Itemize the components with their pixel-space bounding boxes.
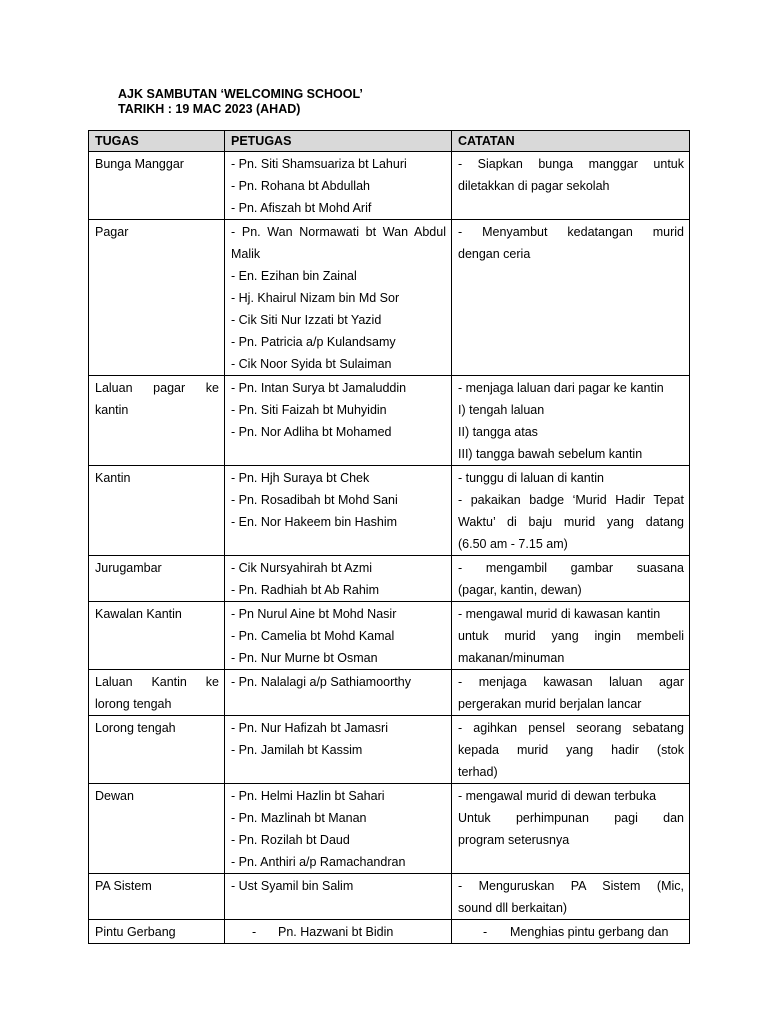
cell-line: Kawalan Kantin xyxy=(95,607,182,621)
cell-line: (pagar, kantin, dewan) xyxy=(458,583,582,597)
duty-table xyxy=(88,130,690,944)
cell-line: - agihkan pensel seorang sebatang xyxy=(458,721,684,735)
cell-line: dengan ceria xyxy=(458,247,531,261)
cell-catatan xyxy=(452,220,690,376)
cell-line: - Ust Syamil bin Salim xyxy=(231,879,354,893)
cell-line: - Menguruskan PA Sistem (Mic, xyxy=(458,879,684,893)
cell-line: - Pn. Siti Shamsuariza bt Lahuri xyxy=(231,157,407,171)
cell-line: - Pn. Helmi Hazlin bt Sahari xyxy=(231,789,385,803)
cell-line xyxy=(231,921,446,943)
table-row xyxy=(89,466,690,556)
cell-petugas xyxy=(225,920,452,944)
cell-line: - Pn. Nor Adliha bt Mohamed xyxy=(231,425,392,439)
cell-line: - menjaga kawasan laluan agar xyxy=(458,675,684,689)
table-row xyxy=(89,376,690,466)
cell-catatan xyxy=(452,670,690,716)
cell-tugas xyxy=(89,152,225,220)
cell-petugas xyxy=(225,874,452,920)
cell-petugas xyxy=(225,152,452,220)
table-row xyxy=(89,220,690,376)
cell-line: - mengawal murid di dewan terbuka xyxy=(458,789,657,803)
cell-line: lorong tengah xyxy=(95,697,172,711)
table-row xyxy=(89,556,690,602)
table-row xyxy=(89,602,690,670)
cell-line: program seterusnya xyxy=(458,833,570,847)
cell-line: - En. Nor Hakeem bin Hashim xyxy=(231,515,398,529)
cell-line: - Pn. Jamilah bt Kassim xyxy=(231,743,363,757)
cell-line: kepada murid yang hadir (stok xyxy=(458,743,684,757)
cell-line: Bunga Manggar xyxy=(95,157,184,171)
cell-tugas xyxy=(89,716,225,784)
cell-line: - Pn. Intan Surya bt Jamaluddin xyxy=(231,381,407,395)
cell-line: makanan/minuman xyxy=(458,651,565,665)
cell-line: Laluan pagar ke xyxy=(95,381,219,395)
cell-catatan xyxy=(452,466,690,556)
cell-line: - Pn. Nalalagi a/p Sathiamoorthy xyxy=(231,675,411,689)
cell-line: - Pn. Patricia a/p Kulandsamy xyxy=(231,335,396,349)
cell-petugas xyxy=(225,784,452,874)
cell-tugas xyxy=(89,784,225,874)
cell-catatan xyxy=(452,716,690,784)
cell-text: Menghias pintu gerbang dan xyxy=(510,925,669,939)
cell-line: - Pn Nurul Aine bt Mohd Nasir xyxy=(231,607,397,621)
cell-line: - Pn. Camelia bt Mohd Kamal xyxy=(231,629,395,643)
cell-line: - Cik Nursyahirah bt Azmi xyxy=(231,561,373,575)
cell-line: - Pn. Hjh Suraya bt Chek xyxy=(231,471,370,485)
cell-line: PA Sistem xyxy=(95,879,152,893)
cell-line: - Pn. Nur Hafizah bt Jamasri xyxy=(231,721,388,735)
cell-line: - Pn. Radhiah bt Ab Rahim xyxy=(231,583,379,597)
cell-line: Kantin xyxy=(95,471,131,485)
cell-line: - Pn. Anthiri a/p Ramachandran xyxy=(231,855,406,869)
cell-line: - Cik Noor Syida bt Sulaiman xyxy=(231,357,392,371)
cell-catatan xyxy=(452,874,690,920)
cell-line: - Pn. Wan Normawati bt Wan Abdul xyxy=(231,225,446,239)
cell-line: Waktu’ di baju murid yang datang xyxy=(458,515,684,529)
cell-petugas xyxy=(225,602,452,670)
cell-line xyxy=(458,921,684,943)
cell-line: - Pn. Siti Faizah bt Muhyidin xyxy=(231,403,387,417)
cell-line: Laluan Kantin ke xyxy=(95,675,219,689)
cell-line: diletakkan di pagar sekolah xyxy=(458,179,610,193)
table-row xyxy=(89,920,690,944)
cell-line: terhad) xyxy=(458,765,498,779)
column-header-tugas: TUGAS xyxy=(89,131,225,152)
cell-line: I) tengah laluan xyxy=(458,403,545,417)
column-header-petugas: PETUGAS xyxy=(225,131,452,152)
cell-line: Lorong tengah xyxy=(95,721,176,735)
cell-line: - pakaikan badge ‘Murid Hadir Tepat xyxy=(458,493,684,507)
cell-line: - Menyambut kedatangan murid xyxy=(458,225,684,239)
cell-line: (6.50 am - 7.15 am) xyxy=(458,537,568,551)
cell-line: - Pn. Mazlinah bt Manan xyxy=(231,811,367,825)
cell-line: II) tangga atas xyxy=(458,425,538,439)
title-line-1: AJK SAMBUTAN ‘WELCOMING SCHOOL’ xyxy=(118,87,363,101)
table-row xyxy=(89,716,690,784)
cell-line: sound dll berkaitan) xyxy=(458,901,568,915)
column-header-catatan: CATATAN xyxy=(452,131,690,152)
cell-petugas xyxy=(225,220,452,376)
cell-line: - Pn. Nur Murne bt Osman xyxy=(231,651,378,665)
cell-line: - Hj. Khairul Nizam bin Md Sor xyxy=(231,291,400,305)
table-row xyxy=(89,784,690,874)
cell-line: - En. Ezihan bin Zainal xyxy=(231,269,357,283)
cell-line: Pagar xyxy=(95,225,129,239)
cell-tugas xyxy=(89,670,225,716)
cell-tugas xyxy=(89,556,225,602)
cell-line: - tunggu di laluan di kantin xyxy=(458,471,604,485)
cell-line: - Pn. Rohana bt Abdullah xyxy=(231,179,370,193)
cell-catatan xyxy=(452,602,690,670)
cell-tugas xyxy=(89,376,225,466)
table-row xyxy=(89,152,690,220)
bullet-dash: - xyxy=(483,925,488,939)
cell-line: Jurugambar xyxy=(95,561,162,575)
cell-petugas xyxy=(225,376,452,466)
cell-catatan xyxy=(452,376,690,466)
bullet-dash: - xyxy=(252,925,257,939)
cell-line: untuk murid yang ingin membeli xyxy=(458,629,684,643)
cell-line: - Cik Siti Nur Izzati bt Yazid xyxy=(231,313,382,327)
document-title xyxy=(118,87,363,117)
cell-line: Malik xyxy=(231,247,261,261)
table-row xyxy=(89,670,690,716)
cell-tugas xyxy=(89,602,225,670)
cell-text: Pn. Hazwani bt Bidin xyxy=(278,925,394,939)
cell-catatan xyxy=(452,920,690,944)
cell-petugas xyxy=(225,716,452,784)
table-row xyxy=(89,874,690,920)
cell-catatan xyxy=(452,784,690,874)
cell-line: - menjaga laluan dari pagar ke kantin xyxy=(458,381,664,395)
cell-petugas xyxy=(225,670,452,716)
cell-tugas xyxy=(89,220,225,376)
title-line-2: TARIKH : 19 MAC 2023 (AHAD) xyxy=(118,102,301,116)
cell-line: - Pn. Afiszah bt Mohd Arif xyxy=(231,201,372,215)
cell-line: III) tangga bawah sebelum kantin xyxy=(458,447,643,461)
cell-catatan xyxy=(452,556,690,602)
cell-line: pergerakan murid berjalan lancar xyxy=(458,697,642,711)
cell-line: - Pn. Rosadibah bt Mohd Sani xyxy=(231,493,398,507)
cell-line: Dewan xyxy=(95,789,134,803)
cell-line: kantin xyxy=(95,403,129,417)
cell-line: Untuk perhimpunan pagi dan xyxy=(458,811,684,825)
cell-line: - mengawal murid di kawasan kantin xyxy=(458,607,661,621)
cell-catatan xyxy=(452,152,690,220)
cell-petugas xyxy=(225,556,452,602)
cell-line: - Pn. Rozilah bt Daud xyxy=(231,833,350,847)
cell-tugas xyxy=(89,466,225,556)
cell-line: - mengambil gambar suasana xyxy=(458,561,684,575)
cell-petugas xyxy=(225,466,452,556)
cell-tugas xyxy=(89,920,225,944)
cell-tugas xyxy=(89,874,225,920)
cell-line: Pintu Gerbang xyxy=(95,925,176,939)
cell-line: - Siapkan bunga manggar untuk xyxy=(458,157,684,171)
table-header-row xyxy=(89,131,690,152)
